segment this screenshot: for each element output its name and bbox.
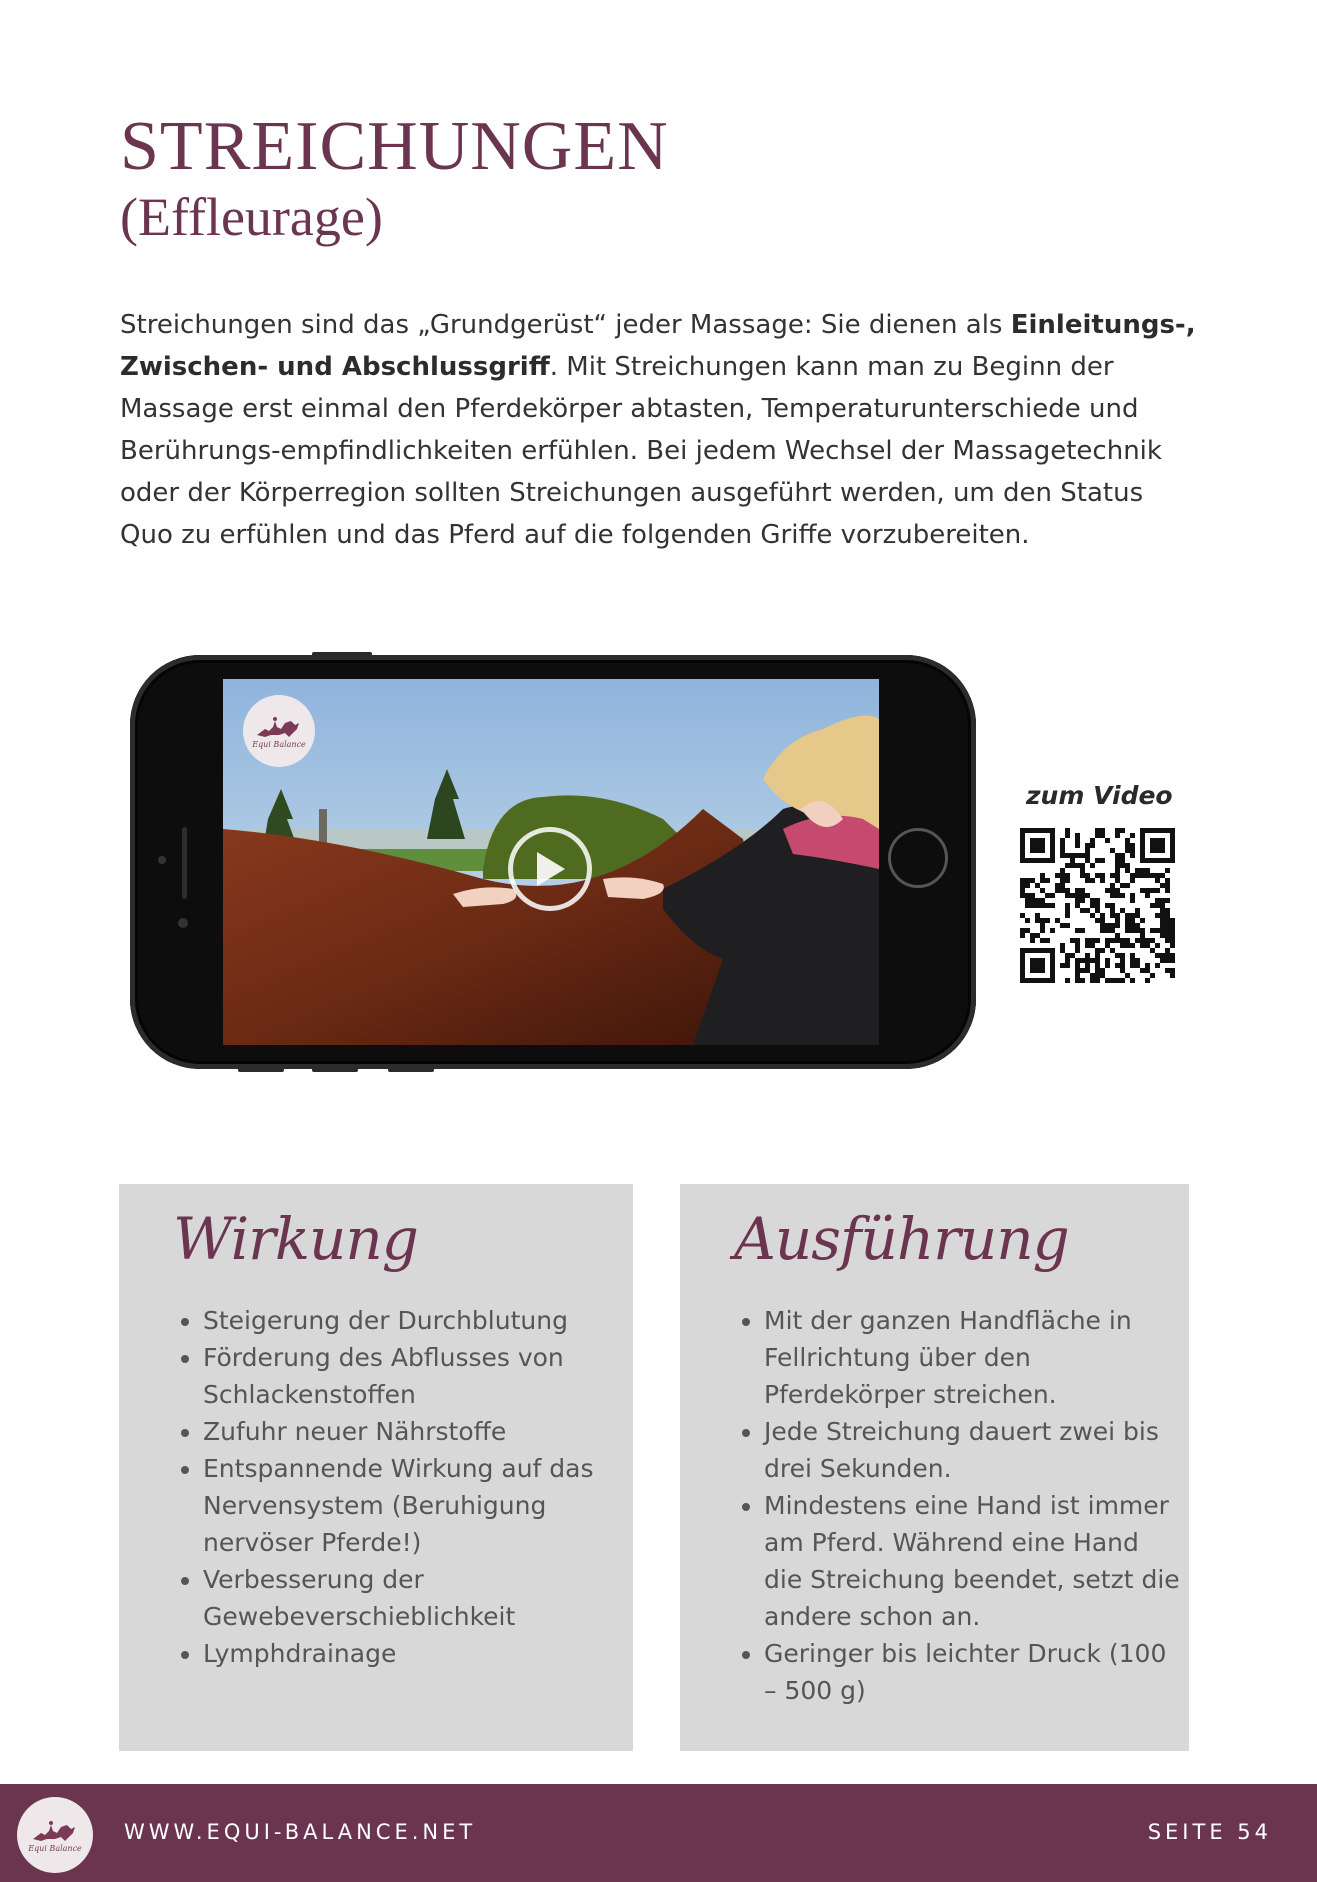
phone-bottom-button-3	[388, 1068, 434, 1072]
list-item: • Jede Streichung dauert zwei bis drei Sekunden.	[764, 1413, 1184, 1487]
list-item: • Geringer bis leichter Druck (100 – 500 g)	[764, 1635, 1184, 1709]
video-link-label[interactable]: zum Video	[1026, 781, 1173, 810]
video-logo	[243, 695, 315, 767]
footer-website-link[interactable]: WWW.EQUI-BALANCE.NET	[124, 1820, 477, 1844]
list-item: • Zufuhr neuer Nährstoffe	[203, 1413, 623, 1450]
phone-camera	[178, 918, 188, 928]
list-item: • Mit der ganzen Handfläche in Fellrichtung über den Pferdekörper streichen.	[764, 1302, 1184, 1413]
play-icon	[533, 850, 567, 888]
phone-home-button	[888, 828, 948, 888]
list-item: • Verbesserung der Gewebeverschieblichkeit	[203, 1561, 623, 1635]
phone-sensor	[158, 856, 166, 864]
footer-logo	[17, 1797, 93, 1873]
wirkung-list	[175, 1302, 623, 1672]
horse-rider-logo-icon	[31, 1817, 79, 1843]
list-item: • Entspannende Wirkung auf das Nervensystem (Beruhigung nervöser Pferde!)	[203, 1450, 623, 1561]
footer-logo-text: Equi Balance	[28, 1844, 82, 1853]
phone-bottom-button-1	[238, 1068, 284, 1072]
list-item: • Mindestens eine Hand ist immer am Pferd. Während eine Hand die Streichung beendet, setzt die andere schon an.	[764, 1487, 1184, 1635]
ausfuehrung-list	[736, 1302, 1184, 1709]
play-button[interactable]	[508, 827, 592, 911]
intro-bold-text: Einleitungs-, Zwischen- und Abschlussgriff	[120, 310, 1196, 382]
qr-code-icon[interactable]	[1020, 828, 1175, 983]
intro-text-2: . Mit Streichungen kann man zu Beginn der Massage erst einmal den Pferdekörper abtasten, Temperaturunterschiede und Berührungs-empfindlichkeiten erfühlen. Bei jedem Wechsel der Massagetechnik oder der Körperregion sollten Streichungen ausgeführt werden, um den Status Quo zu erfühlen und das Pferd auf die folgenden Griffe vorzubereiten.	[120, 352, 1162, 550]
page-subtitle: (Effleurage)	[120, 187, 383, 247]
page-footer	[0, 1784, 1317, 1882]
phone-mockup	[130, 655, 976, 1069]
ausfuehrung-box	[680, 1184, 1189, 1751]
video-thumbnail[interactable]	[223, 679, 879, 1045]
intro-paragraph	[120, 304, 1200, 556]
page-number: SEITE 54	[1147, 1820, 1272, 1844]
wirkung-heading: Wirkung	[173, 1205, 418, 1273]
page-title: STREICHUNGEN	[120, 108, 669, 185]
list-item: • Förderung des Abflusses von Schlackenstoffen	[203, 1339, 623, 1413]
intro-text-1: Streichungen sind das „Grundgerüst“ jeder Massage: Sie dienen als	[120, 310, 1011, 340]
list-item: • Lymphdrainage	[203, 1635, 623, 1672]
video-logo-text: Equi Balance	[252, 740, 306, 749]
horse-rider-logo-icon	[255, 713, 303, 739]
phone-top-button	[312, 652, 372, 656]
phone-bottom-button-2	[312, 1068, 358, 1072]
phone-speaker	[182, 827, 187, 899]
wirkung-box	[119, 1184, 633, 1751]
list-item: • Steigerung der Durchblutung	[203, 1302, 623, 1339]
ausfuehrung-heading: Ausführung	[734, 1205, 1069, 1273]
